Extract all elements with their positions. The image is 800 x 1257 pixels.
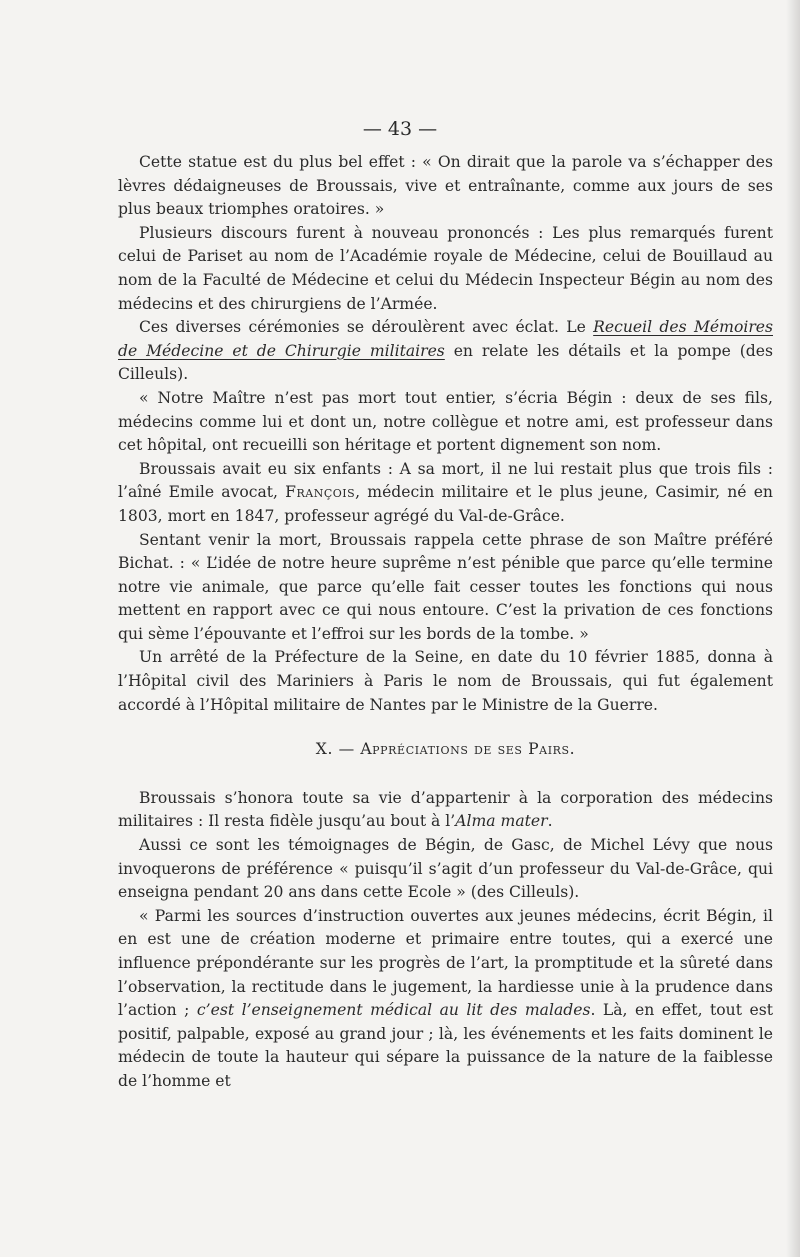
paragraph-ceremonies-start: Ces diverses cérémonies se déroulèrent avec éclat. Le bbox=[139, 318, 594, 337]
paragraph-military bbox=[118, 787, 773, 834]
paragraph-begin-quote: « Notre Maître n’est pas mort tout entier, s’écria Bégin : deux de ses fils, médecins comme lui et dont un, notre collègue et notre ami, est professeur dans cet hôpital, ont recueilli son héritage et portent dignement son nom. bbox=[118, 388, 773, 455]
paragraph-military-end: . bbox=[547, 812, 553, 831]
paragraph-children bbox=[118, 458, 773, 529]
paragraph-children-start: Broussais avait eu six enfants : A sa mort, il ne lui restait plus que trois fils : l’aîné Emile avocat, bbox=[118, 459, 773, 502]
enseignement-phrase: c’est l’enseignement médical au lit des malades bbox=[196, 1001, 591, 1020]
paragraph-ceremonies bbox=[118, 316, 773, 387]
page-edge-shadow bbox=[786, 0, 800, 1257]
name-francois: François bbox=[285, 483, 356, 502]
paragraph-children-end: , médecin militaire et le plus jeune, Casimir, né en 1803, mort en 1847, professeur agrégé du Val-de-Grâce. bbox=[118, 483, 773, 525]
recueil-title: Recueil des Mémoires de Médecine et de Chirurgie militaires bbox=[118, 318, 773, 360]
page-number: — 43 — bbox=[362, 118, 438, 140]
body-text bbox=[118, 151, 773, 1094]
paragraph-sources-start: « Parmi les sources d’instruction ouvertes aux jeunes médecins, écrit Bégin, il en est une de création moderne et primaire entre toutes, qui a exercé une influence prépondérante sur les progrès de l’art, la promptitude et la sûreté dans l’observation, la rectitude dans le jugement, la hardiesse unie à la prudence dans l’action ; bbox=[118, 906, 773, 1020]
paragraph-testimonies: Aussi ce sont les témoignages de Bégin, de Gasc, de Michel Lévy que nous invoquerons de préférence « puisqu’il s’agit d’un professeur du Val-de-Grâce, qui enseigna pendant 20 ans dans cette Ecole » (des Cilleuls). bbox=[118, 836, 773, 902]
paragraph-sources-end: . Là, en effet, tout est positif, palpable, exposé au grand jour ; là, les événements et les faits dominent le médecin de toute la hauteur qui sépare la puissance de la nature de la faiblesse de l’homme et bbox=[118, 1001, 773, 1090]
paragraph-ceremonies-end: en relate les détails et la pompe (des Cilleuls). bbox=[118, 341, 773, 384]
alma-mater: Alma mater bbox=[455, 812, 548, 831]
paragraph-speeches: Plusieurs discours furent à nouveau prononcés : Les plus remarqués furent celui de Pariset au nom de l’Académie royale de Médecine, celui de Bouillaud au nom de la Faculté de Médecine et celui du Médecin Inspecteur Bégin au nom des médecins et des chirurgiens de l’Armée. bbox=[118, 223, 773, 313]
paragraph-bichat: Sentant venir la mort, Broussais rappela cette phrase de son Maître préféré Bichat. : « L’idée de notre heure suprême n’est pénible que parce qu’elle termine notre vie animale, que parce qu’elle fait cesser toutes les fonctions qui nous mettent en rapport avec ce qui nous entoure. C’est la privation de ces fonctions qui sème l’épouvante et l’effroi sur les bords de la tombe. » bbox=[118, 530, 773, 643]
paragraph-sources bbox=[118, 905, 773, 1094]
paragraph-statue: Cette statue est du plus bel effet : « On dirait que la parole va s’échapper des lèvres dédaigneuses de Broussais, vive et entraînante, comme aux jours de ses plus beaux triomphes oratoires. » bbox=[118, 153, 773, 219]
paragraph-military-start: Broussais s’honora toute sa vie d’appartenir à la corporation des médecins militaires : Il resta fidèle jusqu’au bout à l’ bbox=[118, 788, 773, 831]
paragraph-prefecture: Un arrêté de la Préfecture de la Seine, en date du 10 février 1885, donna à l’Hôpital civil des Mariniers à Paris le nom de Broussais, qui fut également accordé à l’Hôpital militaire de Nantes par le Ministre de la Guerre. bbox=[118, 648, 773, 714]
section-heading: X. — Appréciations de ses Pairs. bbox=[315, 740, 576, 759]
